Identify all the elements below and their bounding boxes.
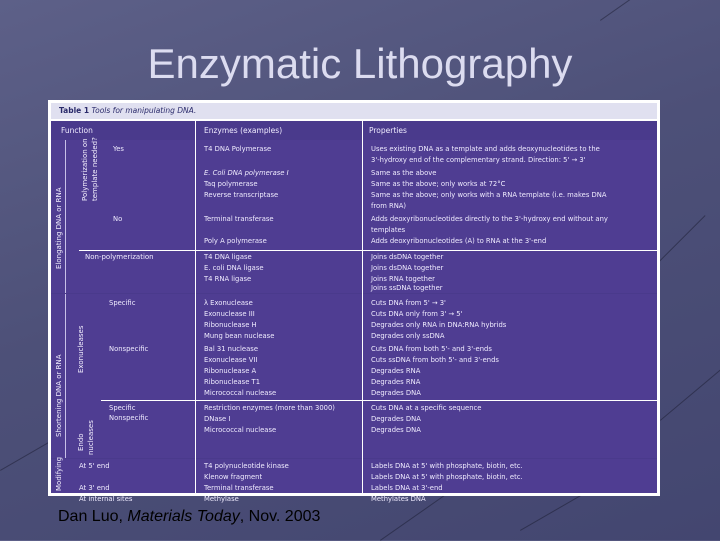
group-label-endo: Endo (77, 433, 85, 451)
enzyme-item: Restriction enzymes (more than 3000) (204, 404, 335, 412)
enzyme-item: λ Exonuclease (204, 299, 253, 307)
row-divider (79, 250, 657, 251)
enzyme-item: Klenow fragment (204, 473, 263, 481)
group-label-template-needed: template needed? (91, 137, 99, 201)
property-item: Degrades RNA (371, 367, 421, 375)
header-enzymes-cell (196, 121, 362, 139)
citation-journal: Materials Today (127, 508, 240, 525)
property-item: from RNA) (371, 202, 407, 210)
property-item: Degrades DNA (371, 415, 421, 423)
row-divider (65, 294, 66, 458)
function-nonspecific: Nonspecific (109, 345, 149, 353)
enzyme-item: Exonuclease III (204, 310, 255, 318)
enzyme-item: Terminal transferase (204, 484, 274, 492)
property-item: Labels DNA at 5' with phosphate, biotin, etc. (371, 473, 523, 481)
citation-date: , Nov. 2003 (239, 508, 321, 525)
property-item: Degrades RNA (371, 378, 421, 386)
header-properties: Properties (369, 126, 407, 135)
property-item: Joins dsDNA together (371, 253, 444, 261)
table-caption (51, 103, 657, 119)
citation-author: Dan Luo, (58, 508, 128, 525)
enzyme-item: T4 polynucleotide kinase (204, 462, 289, 470)
header-properties-cell (363, 121, 657, 139)
property-item: Cuts DNA at a specific sequence (371, 404, 482, 412)
property-item: Cuts DNA from both 5'- and 3'-ends (371, 345, 492, 353)
header-function: Function (61, 126, 93, 135)
property-item: Cuts DNA from 5' → 3' (371, 299, 446, 307)
function-non-polymerization: Non-polymerization (85, 253, 154, 261)
property-item: Joins RNA together (371, 275, 435, 283)
background-streak (520, 490, 590, 531)
slide-title: Enzymatic Lithography (147, 40, 573, 87)
group-label-modifying: Modifying (55, 456, 63, 491)
property-item: Uses existing DNA as a template and adds deoxynucleotides to the (371, 145, 600, 153)
function-endo-nonspecific: Nonspecific (109, 414, 149, 422)
table-caption-text: Tools for manipulating DNA. (91, 106, 197, 115)
row-divider (101, 400, 657, 401)
enzyme-item: DNase I (204, 415, 231, 423)
enzyme-item: Taq polymerase (204, 180, 258, 188)
enzyme-item: Mung bean nuclease (204, 332, 275, 340)
citation (58, 508, 320, 526)
enzyme-item: Micrococcal nuclease (204, 426, 277, 434)
enzyme-item: Exonuclease VII (204, 356, 258, 364)
property-item: Joins ssDNA together (371, 284, 443, 292)
function-at-5-end: At 5' end (79, 462, 110, 470)
property-item: Labels DNA at 3'-end (371, 484, 443, 492)
group-label-nucleases: nucleases (87, 420, 95, 455)
background-streak (660, 362, 720, 421)
enzyme-item: T4 DNA Polymerase (204, 145, 272, 153)
column-divider (362, 121, 363, 493)
table-caption-number: Table 1 (59, 106, 90, 115)
enzyme-item: Poly A polymerase (204, 237, 267, 245)
property-item: Methylates DNA (371, 495, 426, 503)
property-item: Labels DNA at 5' with phosphate, biotin, etc. (371, 462, 523, 470)
row-divider (65, 140, 66, 293)
column-divider (195, 121, 196, 493)
enzyme-item: E. coli DNA ligase (204, 264, 264, 272)
group-label-polymerization: Polymerization on (81, 138, 89, 201)
function-yes: Yes (113, 145, 124, 153)
property-item: Same as the above (371, 169, 437, 177)
group-label-shortening: Shortening DNA or RNA (55, 354, 63, 437)
property-item: templates (371, 226, 406, 234)
section-modifying (51, 456, 657, 493)
enzyme-item: E. Coli DNA polymerase I (204, 169, 289, 177)
background-streak (600, 0, 715, 21)
enzyme-item: T4 DNA ligase (204, 253, 252, 261)
property-item: Same as the above; only works with a RNA template (i.e. makes DNA (371, 191, 607, 199)
group-label-exonucleases: Exonucleases (77, 325, 85, 373)
property-item: Same as the above; only works at 72°C (371, 180, 506, 188)
function-at-internal-sites: At internal sites (79, 495, 133, 503)
table-grid (51, 121, 657, 503)
enzyme-item: Micrococcal nuclease (204, 389, 277, 397)
header-function-cell (51, 121, 195, 139)
function-specific: Specific (109, 299, 136, 307)
property-item: 3'-hydroxy end of the complementary strand. Direction: 5' → 3' (371, 156, 586, 164)
property-item: Degrades DNA (371, 389, 421, 397)
enzyme-item: Methylase (204, 495, 239, 503)
enzyme-item: T4 RNA ligase (204, 275, 252, 283)
section-shortening (51, 294, 657, 458)
property-item: Degrades DNA (371, 426, 421, 434)
enzyme-item: Ribonuclease H (204, 321, 257, 329)
header-enzymes: Enzymes (examples) (204, 126, 283, 135)
dna-tools-table (48, 100, 660, 503)
function-at-3-end: At 3' end (79, 484, 110, 492)
property-item: Adds deoxyribonucleotides directly to the 3'-hydroxy end without any (371, 215, 608, 223)
group-label-elongating: Elongating DNA or RNA (55, 187, 63, 269)
property-item: Cuts ssDNA from both 5'- and 3'-ends (371, 356, 499, 364)
enzyme-item: Terminal transferase (204, 215, 274, 223)
enzyme-item: Reverse transcriptase (204, 191, 279, 199)
enzyme-item: Bal 31 nuclease (204, 345, 258, 353)
property-item: Degrades only RNA in DNA:RNA hybrids (371, 321, 507, 329)
enzyme-item: Ribonuclease A (204, 367, 257, 375)
function-endo-specific: Specific (109, 404, 136, 412)
property-item: Joins dsDNA together (371, 264, 444, 272)
background-streak (0, 440, 52, 471)
function-no: No (113, 215, 123, 223)
property-item: Cuts DNA only from 3' → 5' (371, 310, 463, 318)
property-item: Adds deoxyribonucleotides (A) to RNA at the 3'-end (371, 237, 547, 245)
enzyme-item: Ribonuclease T1 (204, 378, 261, 386)
property-item: Degrades only ssDNA (371, 332, 445, 340)
